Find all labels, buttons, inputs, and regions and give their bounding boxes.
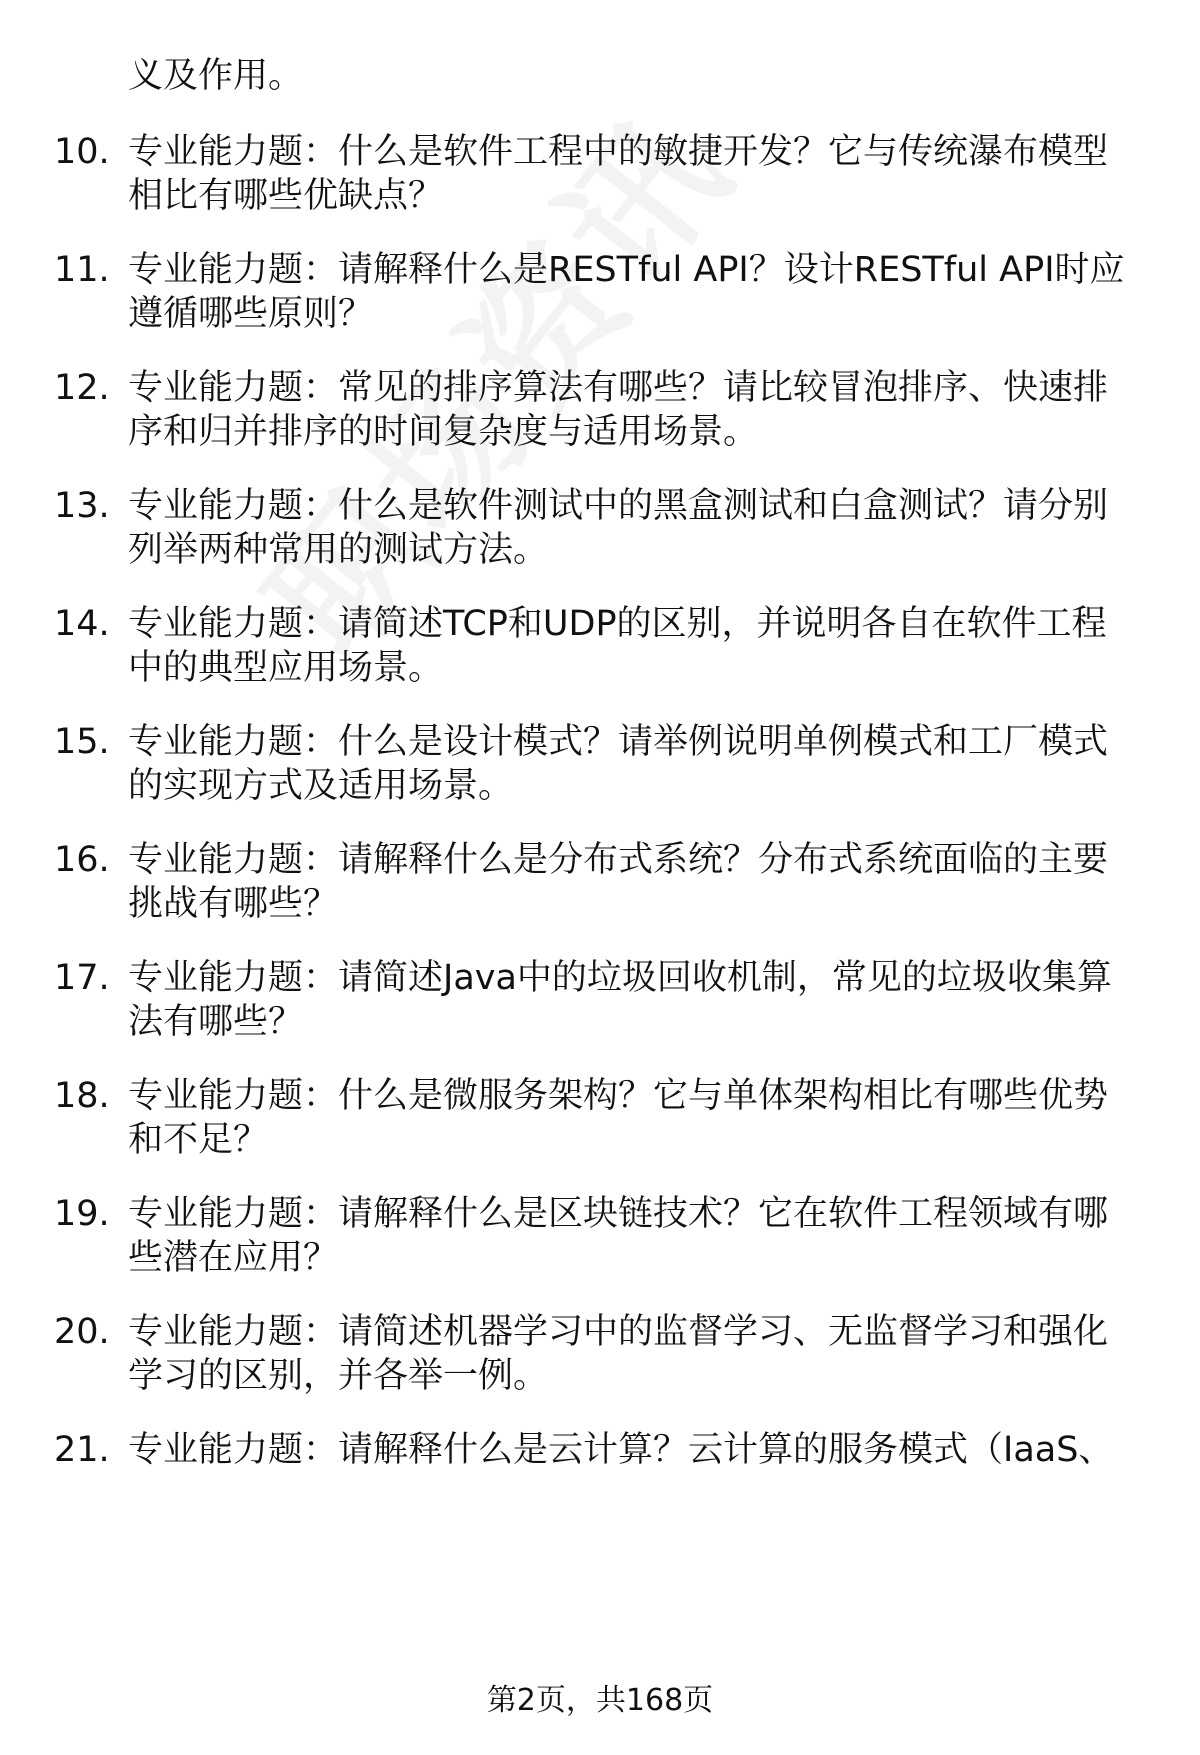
item-number: 14. [54,604,110,644]
item-number: 11. [54,250,110,290]
item-number: 17. [54,958,110,998]
item-text-line1: 专业能力题：请简述机器学习中的监督学习、无监督学习和强化 [128,1312,1109,1352]
item-text-line2: 遵循哪些原则？ [128,294,374,334]
continuation-text: 义及作用。 [128,56,304,96]
item-number: 12. [54,368,110,408]
item-text-line2: 相比有哪些优缺点？ [128,176,444,216]
item-text-line2: 挑战有哪些？ [128,884,339,924]
item-text-line1: 专业能力题：什么是软件测试中的黑盒测试和白盒测试？请分别 [128,486,1109,526]
item-number: 10. [54,132,110,172]
item-text-line1: 专业能力题：什么是微服务架构？它与单体架构相比有哪些优势 [128,1076,1109,1116]
item-text-line2: 序和归并排序的时间复杂度与适用场景。 [128,412,759,452]
item-number: 21. [54,1430,110,1470]
item-text-line1: 专业能力题：请简述Java中的垃圾回收机制，常见的垃圾收集算 [128,958,1112,998]
page-number-footer: 第2页，共168页 [486,1683,714,1718]
item-text-line2: 学习的区别，并各举一例。 [128,1356,549,1396]
item-text-line1: 专业能力题：请简述TCP和UDP的区别，并说明各自在软件工程 [128,604,1107,644]
item-text-line1: 专业能力题：什么是软件工程中的敏捷开发？它与传统瀑布模型 [128,132,1109,172]
item-text-line2: 中的典型应用场景。 [128,648,444,688]
item-text-line2: 和不足？ [128,1120,269,1160]
item-number: 18. [54,1076,110,1116]
item-text-line1: 专业能力题：请解释什么是RESTful API？设计RESTful API时应 [128,250,1125,290]
item-text-line2: 列举两种常用的测试方法。 [128,530,549,570]
item-text-line1: 专业能力题：请解释什么是分布式系统？分布式系统面临的主要 [128,840,1109,880]
item-number: 16. [54,840,110,880]
item-number: 19. [54,1194,110,1234]
item-text-line1: 专业能力题：什么是设计模式？请举例说明单例模式和工厂模式 [128,722,1109,762]
item-number: 20. [54,1312,110,1352]
item-text-line1: 专业能力题：常见的排序算法有哪些？请比较冒泡排序、快速排 [128,368,1109,408]
item-text-line2: 的实现方式及适用场景。 [128,766,514,806]
item-number: 13. [54,486,110,526]
item-number: 15. [54,722,110,762]
item-text-line1: 专业能力题：请解释什么是区块链技术？它在软件工程领域有哪 [128,1194,1109,1234]
item-text-line2: 些潜在应用？ [128,1238,339,1278]
item-text-line2: 法有哪些？ [128,1002,304,1042]
item-text-line1: 专业能力题：请解释什么是云计算？云计算的服务模式（IaaS、 [128,1430,1114,1470]
